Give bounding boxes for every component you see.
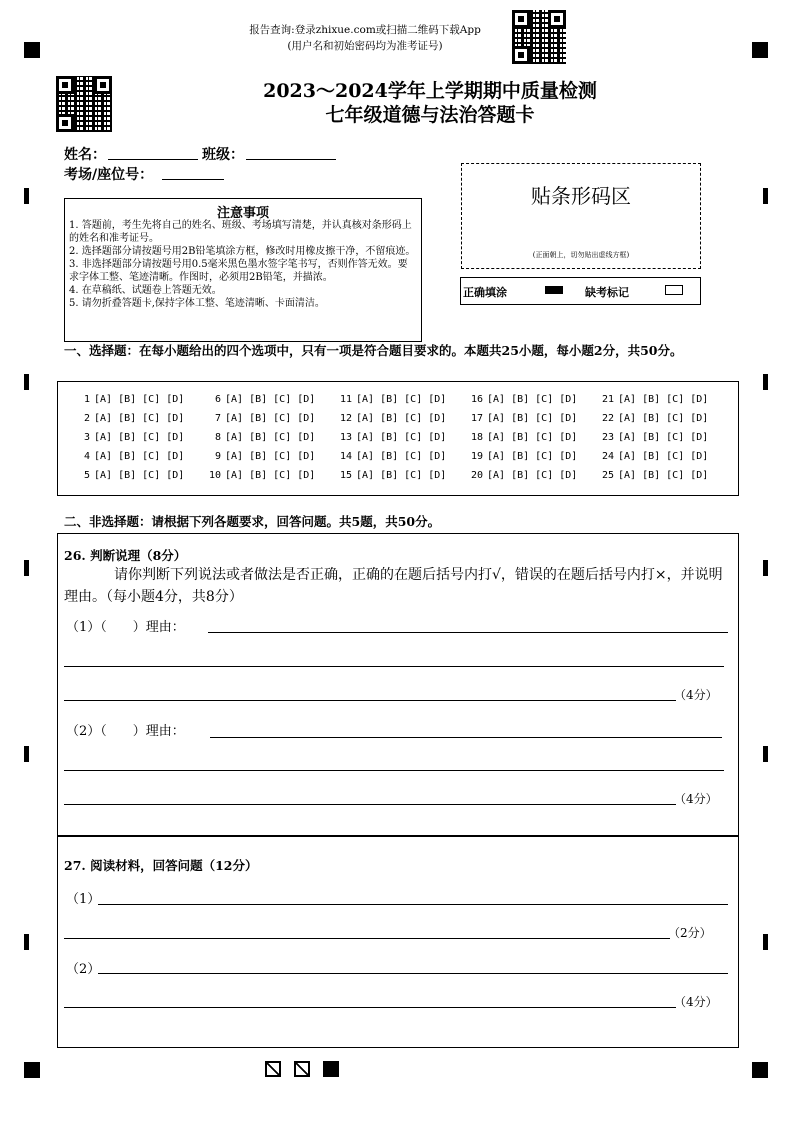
timing-mark [24,560,29,576]
barcode-area [461,163,701,269]
question-number: 23 [601,432,614,443]
notice-item: 1. 答题前，考生先将自己的姓名、班级、考场填写清楚，并认真核对条形码上的姓名和准考证号。 [69,220,412,244]
answer-options[interactable]: [A] [B] [C] [D] [356,451,447,462]
report-query-line: 报告查询:登录zhixue.com或扫描二维码下载App [249,24,481,36]
report-query-note: (用户名和初始密码均为准考证号) [287,40,443,52]
corner-mark-bottom-left [24,1062,40,1078]
answer-options[interactable]: [A] [B] [C] [D] [618,432,709,443]
question-number: 16 [470,394,483,405]
timing-mark [24,746,29,762]
fill-legend [460,277,701,305]
qr-code-icon [512,10,566,64]
q26-title: 26. 判断说理（8分） [64,548,187,563]
question-number: 12 [339,413,352,424]
q27-title: 27. 阅读材料，回答问题（12分） [64,858,258,873]
answer-options[interactable]: [A] [B] [C] [D] [618,413,709,424]
question-number: 4 [83,451,90,462]
choice-question-16[interactable] [465,394,577,405]
answer-options[interactable]: [A] [B] [C] [D] [356,394,447,405]
question-number: 17 [470,413,483,424]
name-label: 姓名： [64,147,106,163]
question-number: 13 [339,432,352,443]
question-number: 21 [601,394,614,405]
answer-options[interactable]: [A] [B] [C] [D] [356,470,447,481]
choice-question-5[interactable] [72,470,184,481]
notice-item: 3. 非选择题部分请按题号用0.5毫米黑色墨水签字笔书写，否则作答无效。要求字体工整、笔迹清晰。作图时，必须用2B铅笔，并描浓。 [69,259,408,283]
q27-answer-line[interactable] [98,973,728,974]
question-number: 8 [214,432,221,443]
class-field[interactable] [246,159,336,160]
choice-question-2[interactable] [72,413,184,424]
choice-question-24[interactable] [596,451,708,462]
q26-answer-line[interactable] [208,632,728,633]
answer-options[interactable]: [A] [B] [C] [D] [225,432,316,443]
q26-score1: （4分） [674,688,718,702]
answer-options[interactable]: [A] [B] [C] [D] [225,413,316,424]
q27-score2: （4分） [674,995,718,1009]
q26-intro: 请你判断下列说法或者做法是否正确，正确的在题后括号内打√，错误的在题后括号内打×，并说明理由。（每小题4分，共8分） [64,567,723,605]
answer-options[interactable]: [A] [B] [C] [D] [225,394,316,405]
q26-answer-line[interactable] [64,770,724,771]
page-title: 2023～2024学年上学期期中质量检测 [263,80,597,102]
choice-question-6[interactable] [203,394,315,405]
choice-question-10[interactable] [203,470,315,481]
q27-score1: （2分） [668,926,712,940]
answer-options[interactable]: [A] [B] [C] [D] [618,394,709,405]
seat-label: 考场/座位号： [64,167,154,183]
slashed-box-icon [265,1061,281,1077]
section1-heading: 一、选择题：在每小题给出的四个选项中，只有一项是符合题目要求的。本题共25小题，每小题2分，共50分。 [64,343,683,358]
question-number: 18 [470,432,483,443]
question-number: 24 [601,451,614,462]
answer-options[interactable]: [A] [B] [C] [D] [356,432,447,443]
question-number: 1 [83,394,90,405]
question-number: 20 [470,470,483,481]
name-field[interactable] [108,159,198,160]
timing-mark [763,560,768,576]
page-subtitle: 七年级道德与法治答题卡 [325,104,535,126]
question-number: 7 [214,413,221,424]
qr-code-icon [56,76,112,132]
slashed-box-icon [294,1061,310,1077]
choice-question-19[interactable] [465,451,577,462]
q27-answer-line[interactable] [64,938,670,939]
choice-question-17[interactable] [465,413,577,424]
q26-answer-line[interactable] [64,804,676,805]
timing-mark [763,746,768,762]
question-number: 9 [214,451,221,462]
answer-options[interactable]: [A] [B] [C] [D] [487,432,578,443]
notice-title: 注意事项 [216,206,269,221]
question-number: 5 [83,470,90,481]
question-number: 6 [214,394,221,405]
answer-options[interactable]: [A] [B] [C] [D] [94,451,185,462]
answer-options[interactable]: [A] [B] [C] [D] [94,394,185,405]
choice-question-21[interactable] [596,394,708,405]
q27-part2-label: （2） [66,962,101,977]
choice-columns [58,382,738,495]
question-number: 2 [83,413,90,424]
q26-box [57,533,739,837]
choice-question-22[interactable] [596,413,708,424]
absent-checkbox[interactable] [665,285,683,295]
filled-box-icon [545,286,563,294]
q27-answer-line[interactable] [98,904,728,905]
timing-mark [24,934,29,950]
question-number: 19 [470,451,483,462]
section2-heading: 二、非选择题：请根据下列各题要求，回答问题。共5题，共50分。 [64,514,441,529]
q26-score2: （4分） [674,792,718,806]
question-number: 15 [339,470,352,481]
answer-options[interactable]: [A] [B] [C] [D] [487,394,578,405]
choice-question-1[interactable] [72,394,184,405]
question-number: 25 [601,470,614,481]
filled-box-icon [323,1061,339,1077]
q26-answer-line[interactable] [210,737,722,738]
q26-part2-label: （2）（ ）理由： [66,724,185,739]
choice-question-14[interactable] [334,451,446,462]
q26-part1-label: （1）（ ）理由： [66,620,185,635]
choice-question-7[interactable] [203,413,315,424]
corner-mark-bottom-right [752,1062,768,1078]
answer-options[interactable]: [A] [B] [C] [D] [94,413,185,424]
choice-question-4[interactable] [72,451,184,462]
choice-grid [57,381,739,496]
barcode-label: 贴条形码区 [531,184,631,208]
question-number: 10 [208,470,221,481]
notice-list [69,219,417,310]
timing-mark [763,188,768,204]
choice-question-3[interactable] [72,432,184,443]
timing-mark [763,374,768,390]
q26-answer-line[interactable] [64,700,676,701]
corner-mark-top-left [24,42,40,58]
choice-question-18[interactable] [465,432,577,443]
answer-options[interactable]: [A] [B] [C] [D] [487,451,578,462]
choice-question-20[interactable] [465,470,577,481]
notice-box [64,198,422,342]
answer-options[interactable]: [A] [B] [C] [D] [356,413,447,424]
answer-options[interactable]: [A] [B] [C] [D] [225,451,316,462]
question-number: 3 [83,432,90,443]
answer-options[interactable]: [A] [B] [C] [D] [487,413,578,424]
timing-mark [24,374,29,390]
choice-question-8[interactable] [203,432,315,443]
choice-question-12[interactable] [334,413,446,424]
choice-question-15[interactable] [334,470,446,481]
q27-part1-label: （1） [66,892,101,907]
seat-field[interactable] [162,179,224,180]
barcode-note: (正面朝上，切勿贴出虚线方框) [532,251,630,259]
timing-mark [763,934,768,950]
question-number: 14 [339,451,352,462]
choice-question-11[interactable] [334,394,446,405]
corner-mark-top-right [752,42,768,58]
choice-question-25[interactable] [596,470,708,481]
choice-question-9[interactable] [203,451,315,462]
absent-mark-label: 缺考标记 [585,286,629,299]
q27-answer-line[interactable] [64,1007,676,1008]
answer-options[interactable]: [A] [B] [C] [D] [94,432,185,443]
q27-box [57,835,739,1048]
notice-item: 2. 选择题部分请按题号用2B铅笔填涂方框，修改时用橡皮擦干净，不留痕迹。 [69,246,416,257]
answer-options[interactable]: [A] [B] [C] [D] [487,470,578,481]
choice-question-13[interactable] [334,432,446,443]
q26-answer-line[interactable] [64,666,724,667]
answer-options[interactable]: [A] [B] [C] [D] [618,470,709,481]
answer-options[interactable]: [A] [B] [C] [D] [94,470,185,481]
notice-item: 4. 在草稿纸、试题卷上答题无效。 [69,285,222,296]
correct-fill-label: 正确填涂 [463,286,507,299]
answer-options[interactable]: [A] [B] [C] [D] [225,470,316,481]
answer-options[interactable]: [A] [B] [C] [D] [618,451,709,462]
choice-question-23[interactable] [596,432,708,443]
question-number: 22 [601,413,614,424]
class-label: 班级： [202,147,244,163]
question-number: 11 [339,394,352,405]
notice-item: 5. 请勿折叠答题卡,保持字体工整、笔迹清晰、卡面清洁。 [69,298,325,309]
timing-mark [24,188,29,204]
